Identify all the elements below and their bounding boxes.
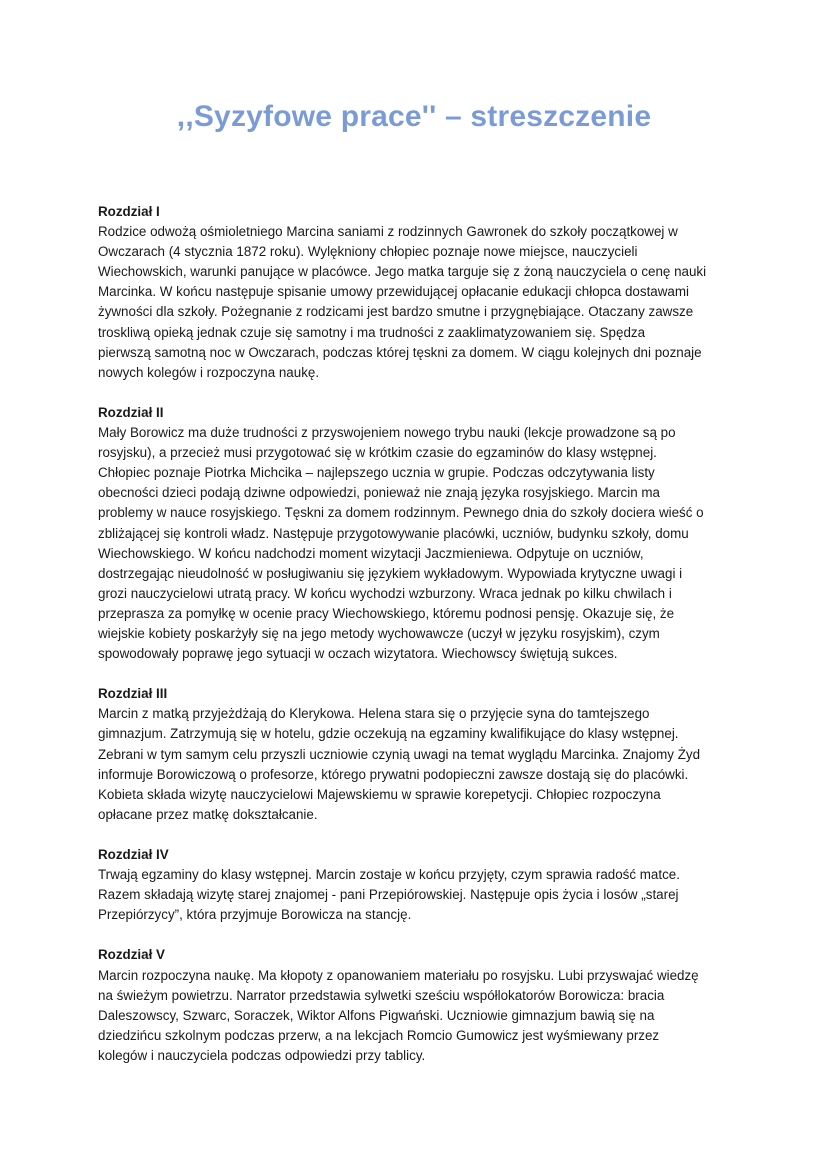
paragraph-line: problemy w nauce rosyjskiego. Tęskni za domem rodzinnym. Pewnego dnia do szkoły dociera wieść o bbox=[98, 505, 704, 521]
paragraph-line: kolegów i nauczyciela podczas odpowiedzi przy tablicy. bbox=[98, 1047, 426, 1063]
chapter-heading: Rozdział IV bbox=[98, 847, 169, 862]
paragraph-line: rosyjsku), a przecież musi przygotować się w krótkim czasie do egzaminów do klasy wstępnej. bbox=[98, 445, 657, 461]
paragraph-line: pierwszą samotną noc w Owczarach, podczas której tęskni za domem. W ciągu kolejnych dni poznaje bbox=[98, 344, 702, 360]
paragraph-line: Daleszowscy, Szwarc, Soraczek, Wiktor Alfons Pigwański. Uczniowie gimnazjum bawią się na bbox=[98, 1007, 655, 1023]
chapter-section bbox=[98, 945, 758, 1066]
paragraph-line: Zebrani w tym samym celu przyszli uczniowie czynią uwagi na temat wyglądu Marcinka. Znajomy Żyd bbox=[98, 746, 701, 762]
paragraph-line: Razem składają wizytę starej znajomej - pani Przepiórowskiej. Następuje opis życia i losów „starej bbox=[98, 887, 679, 903]
paragraph-line: grozi nauczycielowi utratą pracy. W końcu wychodzi wzburzony. Wraca jednak po kilku chwilach i bbox=[98, 585, 672, 601]
paragraph-line: spowodowały poprawę jego sytuacji w oczach wizytatora. Wiechowscy świętują sukces. bbox=[98, 646, 618, 662]
paragraph-line: gimnazjum. Zatrzymują się w hotelu, gdzie oczekują na egzaminy kwalifikujące do klasy wstępnej. bbox=[98, 726, 679, 742]
paragraph-line: Marcin rozpoczyna naukę. Ma kłopoty z opanowaniem materiału po rosyjsku. Lubi przyswajać wiedzę bbox=[98, 967, 699, 983]
document-title: ,,Syzyfowe prace'' – streszczenie bbox=[176, 100, 652, 133]
paragraph-line: Wiechowskiego. W końcu nadchodzi moment wizytacji Jaczmieniewa. Odpytuje on uczniów, bbox=[98, 545, 644, 561]
paragraph-line: informuje Borowiczową o profesorze, którego prywatni podopieczni zawsze dostają się do placówki. bbox=[98, 766, 689, 782]
paragraph-line: Rodzice odwożą ośmioletniego Marcina saniami z rodzinnych Gawronek do szkoły początkowej w bbox=[98, 224, 678, 240]
paragraph-line: troskliwą opieką jednak czuje się samotny i ma trudności z zaaklimatyzowaniem się. Spędza bbox=[98, 324, 646, 340]
paragraph-line: Marcin z matką przyjeżdżają do Klerykowa. Helena stara się o przyjęcie syna do tamtejszego bbox=[98, 706, 650, 722]
paragraph-line: obecności dzieci podają dziwne odpowiedzi, ponieważ nie znają języka rosyjskiego. Marcin ma bbox=[98, 485, 660, 501]
chapter-heading: Rozdział II bbox=[98, 404, 164, 420]
paragraph-line: Trwają egzaminy do klasy wstępnej. Marcin zostaje w końcu przyjęty, czym sprawia radość matce. bbox=[98, 867, 680, 883]
paragraph-line: Mały Borowicz ma duże trudności z przyswojeniem nowego trybu nauki (lekcje prowadzone są po bbox=[98, 425, 676, 441]
paragraph-line: Owczarach (4 stycznia 1872 roku). Wylękniony chłopiec poznaje nowe miejsce, nauczycieli bbox=[98, 244, 638, 260]
chapter-heading: Rozdział V bbox=[98, 947, 165, 963]
document-body bbox=[98, 202, 758, 1086]
chapter-heading: Rozdział I bbox=[98, 204, 160, 219]
paragraph-line: żywności dla szkoły. Pożegnanie z rodzicami jest bardzo smutne i przygnębiające. Otaczany zawsze bbox=[98, 304, 694, 320]
paragraph-line: zbliżającej się kontroli władz. Następuje przygotowywanie placówki, uczniów, budynku szkoły, domu bbox=[98, 525, 689, 541]
paragraph-line: Marcinka. W końcu następuje spisanie umowy przewidującej opłacanie edukacji chłopca dostawami bbox=[98, 284, 689, 300]
chapter-section bbox=[98, 845, 758, 925]
paragraph-line: przeprasza za pomyłkę w ocenie pracy Wiechowskiego, któremu podnosi pensję. Okazuje się, że bbox=[98, 605, 675, 621]
paragraph-line: Chłopiec poznaje Piotrka Michcika – najlepszego ucznia w grupie. Podczas odczytywania listy bbox=[98, 465, 655, 481]
chapter-heading: Rozdział III bbox=[98, 686, 168, 702]
paragraph-line: opłacane przez matkę dokształcanie. bbox=[98, 806, 318, 822]
chapter-section bbox=[98, 684, 758, 825]
chapter-section bbox=[98, 202, 758, 383]
paragraph-line: dziedzińcu szkolnym podczas przerw, a na lekcjach Romcio Gumowicz jest wyśmiewany przez bbox=[98, 1027, 660, 1043]
paragraph-line: nowych kolegów i rozpoczyna naukę. bbox=[98, 364, 320, 380]
chapter-section bbox=[98, 403, 758, 664]
paragraph-line: Wiechowskich, warunki panujące w placówce. Jego matka targuje się z żoną nauczyciela o cenę nauki bbox=[98, 264, 707, 280]
paragraph-line: na świeżym powietrzu. Narrator przedstawia sylwetki sześciu współlokatorów Borowicza: bracia bbox=[98, 987, 665, 1003]
paragraph-line: Kobieta składa wizytę nauczycielowi Majewskiemu w sprawie korepetycji. Chłopiec rozpoczyna bbox=[98, 786, 661, 802]
paragraph-line: Przepiórzycy”, która przyjmuje Borowicza na stancję. bbox=[98, 907, 412, 923]
paragraph-line: dostrzegając nieudolność w posługiwaniu się językiem wykładowym. Wypowiada krytyczne uwagi i bbox=[98, 565, 683, 581]
paragraph-line: wiejskie kobiety poskarżyły się na jego metody wychowawcze (uczył w języku rosyjskim), czym bbox=[98, 625, 660, 641]
